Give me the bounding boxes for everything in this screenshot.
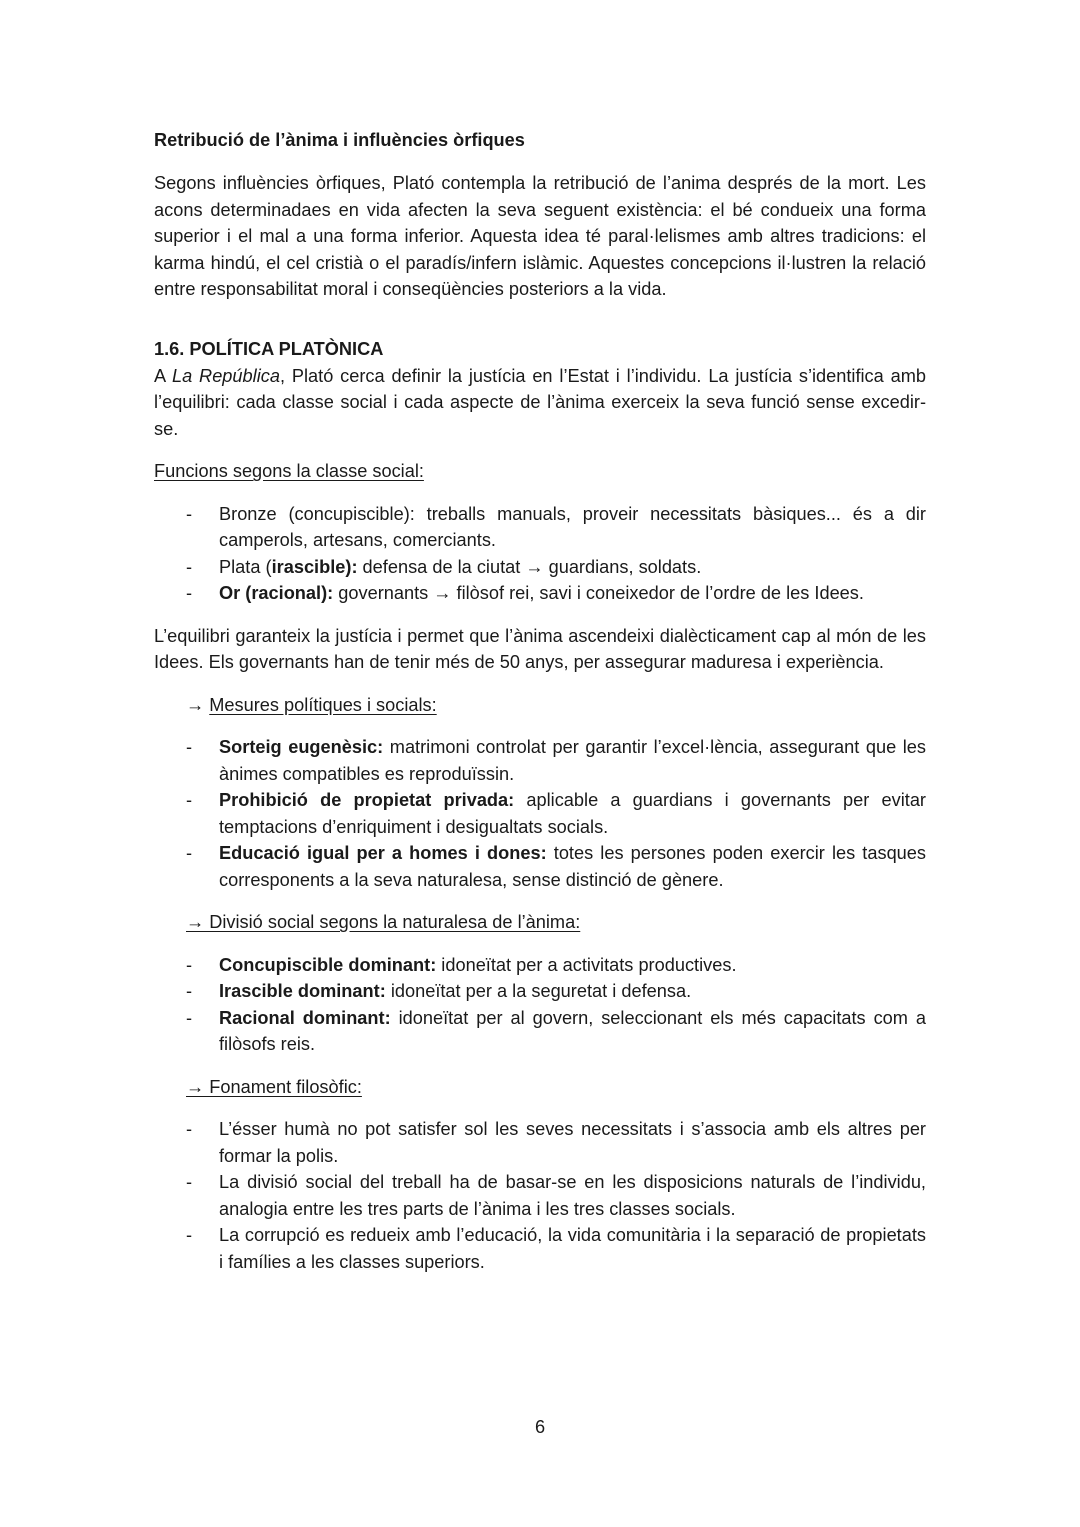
classes-list — [154, 501, 926, 607]
list-item: - Concupiscible dominant: idoneïtat per a activitats productives. — [154, 952, 926, 979]
politica-intro: A La República, Plató cerca definir la justícia en l’Estat i l’individu. La justícia s’identifica amb l’equilibri: cada classe social i cada aspecte de l’ànima exerceix la seva funció sense excedir-se. — [154, 365, 926, 439]
retribucio-heading: Retribució de l’ànima i influències òrfiques — [154, 130, 525, 150]
list-item: - Racional dominant: idoneïtat per al govern, seleccionant els més capacitats com a filòsofs reis. — [154, 1005, 926, 1058]
list-item: - Or (racional): governants → filòsof rei, savi i coneixedor de l’ordre de les Idees. — [154, 580, 926, 607]
list-item: - Plata (irascible): defensa de la ciutat → guardians, soldats. — [154, 554, 926, 581]
list-item: - L’ésser humà no pot satisfer sol les seves necessitats i s’associa amb els altres per formar la polis. — [154, 1116, 926, 1169]
retribucio-paragraph: Segons influències òrfiques, Plató contempla la retribució de l’anima després de la mort. Les acons determinadaes en vida afecten la seva seguent existència: el bé condueix una forma superior i el mal a una forma inferior. Aquesta idea té paral·lelismes amb altres tradicions: el karma hindú, el cel cristià o el paradís/infern islàmic. Aquestes concepcions il·lustren la relació entre responsabilitat moral i conseqüències posteriors a la vida. — [154, 173, 926, 299]
mesures-title: → Mesures polítiques i socials: — [186, 694, 437, 715]
list-item: - La divisió social del treball ha de basar-se en les disposicions naturals de l’individu, analogia entre les tres parts de l’ànima i les tres classes socials. — [154, 1169, 926, 1222]
equilibri-paragraph: L’equilibri garanteix la justícia i permet que l’ànima ascendeixi dialècticament cap al món de les Idees. Els governants han de tenir més de 50 anys, per assegurar maduresa i experiència. — [154, 625, 926, 672]
list-item: - Bronze (concupiscible): treballs manuals, proveir necessitats bàsiques... és a dir camperols, artesans, comerciants. — [154, 501, 926, 554]
mesures-list — [154, 734, 926, 893]
fonament-title: → Fonament filosòfic: — [186, 1076, 362, 1097]
divisio-list — [154, 952, 926, 1058]
classes-title: Funcions segons la classe social: — [154, 461, 424, 481]
list-item: - Prohibició de propietat privada: aplicable a guardians i governants per evitar temptacions d’enriquiment i desigualtats socials. — [154, 787, 926, 840]
list-item: - Sorteig eugenèsic: matrimoni controlat per garantir l’excel·lència, assegurant que les ànimes compatibles es reproduïssin. — [154, 734, 926, 787]
politica-heading: 1.6. POLÍTICA PLATÒNICA — [154, 338, 384, 359]
fonament-list — [154, 1116, 926, 1275]
republica-title: La República — [171, 365, 280, 386]
divisio-title: → Divisió social segons la naturalesa de l’ànima: — [186, 912, 581, 932]
list-item: - La corrupció es redueix amb l’educació, la vida comunitària i la separació de propietats i famílies a les classes superiors. — [154, 1222, 926, 1275]
page-number: 6 — [534, 1417, 546, 1437]
list-item: - Irascible dominant: idoneïtat per a la seguretat i defensa. — [154, 978, 926, 1005]
list-item: - Educació igual per a homes i dones: totes les persones poden exercir les tasques corresponents a la seva naturalesa, sense distinció de gènere. — [154, 840, 926, 893]
page-content — [154, 126, 926, 1275]
